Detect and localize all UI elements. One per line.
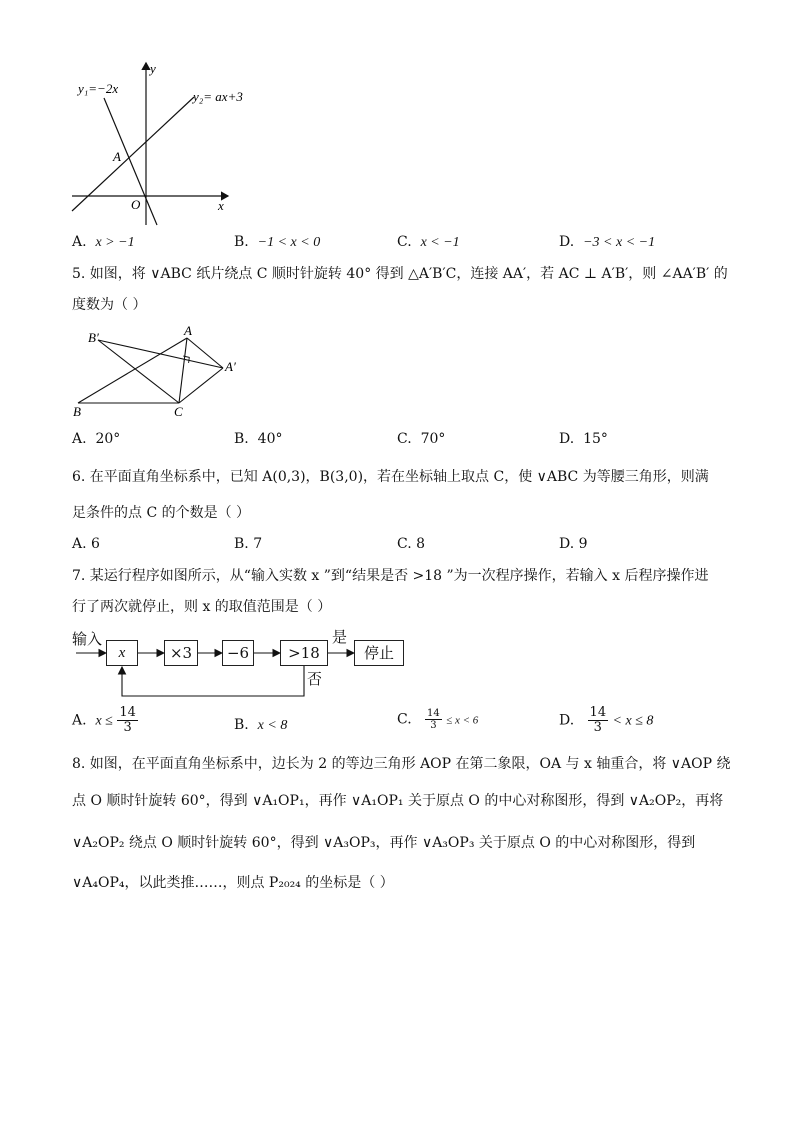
q6-option-d[interactable]: D. 9 xyxy=(559,536,588,552)
q7-option-d[interactable]: D. $\frac{14}{3}$ < x ≤ 8 xyxy=(559,705,654,735)
line-y2 xyxy=(72,97,194,211)
point-a-label: A xyxy=(113,149,121,164)
y1-label: y₁=−2x xyxy=(78,81,119,96)
q5-option-b[interactable]: B. 40° xyxy=(234,431,283,447)
label-a: A xyxy=(184,325,192,338)
q6-option-c[interactable]: C. 8 xyxy=(397,536,426,552)
q5-option-d[interactable]: D. 15° xyxy=(559,431,608,447)
q7-stem-line1: 7. 某运行程序如图所示，从“输入实数 x ”到“结果是否 >18 ”为一次程序操作，若输入 x 后程序操作进 xyxy=(72,568,709,584)
q5-rotation-figure xyxy=(68,325,248,420)
flow-no-label: 否 xyxy=(307,670,323,688)
q5-stem-line1: 5. 如图，将 ∨ABC 纸片绕点 C 顺时针旋转 40° 得到 △A′B′C，连接 AA′，若 AC ⊥ A′B′，则 ∠AA′B′ 的 xyxy=(72,266,728,282)
q8-stem-line3: ∨A₂OP₂ 绕点 O 顺时针旋转 60°，得到 ∨A₃OP₃，再作 ∨A₃OP₃ 关于原点 O 的中心对称图形，得到 xyxy=(72,835,696,851)
flow-input-label: 输入 xyxy=(72,630,103,648)
flow-arrows xyxy=(70,626,420,702)
q6-stem-line1: 6. 在平面直角坐标系中，已知 A(0,3)，B(3,0)，若在坐标轴上取点 C，使 ∨ABC 为等腰三角形，则满 xyxy=(72,469,709,485)
q7-stem-line2: 行了两次就停止，则 x 的取值范围是（ ） xyxy=(72,599,332,615)
q8-stem-line2: 点 O 顺时针旋转 60°，得到 ∨A₁OP₁，再作 ∨A₁OP₁ 关于原点 O 的中心对称图形，得到 ∨A₂OP₂，再将 xyxy=(72,793,724,809)
label-b-prime: B′ xyxy=(88,330,99,345)
q7-flowchart xyxy=(70,626,420,702)
label-b: B xyxy=(73,404,81,419)
q4-option-d[interactable]: D. −3 < x < −1 xyxy=(559,234,656,250)
origin-label: O xyxy=(131,197,141,212)
flow-box-x: x xyxy=(106,640,138,666)
q5-option-c[interactable]: C. 70° xyxy=(397,431,446,447)
q6-option-b[interactable]: B. 7 xyxy=(234,536,263,552)
y2-label: y₂= ax+3 xyxy=(193,89,243,104)
q7-option-b[interactable]: B. x < 8 xyxy=(234,717,288,733)
y-axis-label: y xyxy=(150,61,156,76)
flow-box-stop: 停止 xyxy=(354,640,404,666)
label-c: C xyxy=(174,404,183,419)
q5-stem-line2: 度数为（ ） xyxy=(72,297,147,313)
q6-stem-line2: 足条件的点 C 的个数是（ ） xyxy=(72,505,251,521)
x-axis-label: x xyxy=(218,198,224,213)
q5-option-a[interactable]: A. 20° xyxy=(72,431,121,447)
q4-option-b[interactable]: B. −1 < x < 0 xyxy=(234,234,321,250)
flow-box-compare: >18 xyxy=(280,640,328,666)
label-a-prime: A′ xyxy=(225,359,236,374)
q4-graph-figure xyxy=(60,55,260,235)
q7-option-c[interactable]: C. $\frac{14}{3}$ ≤ x < 6 xyxy=(397,708,479,731)
q4-option-a[interactable]: A. x > −1 xyxy=(72,234,135,250)
flow-box-sub: −6 xyxy=(222,640,254,666)
q8-stem-line1: 8. 如图，在平面直角坐标系中，边长为 2 的等边三角形 AOP 在第二象限，OA 与 x 轴重合，将 ∨AOP 绕 xyxy=(72,756,731,772)
q4-option-c[interactable]: C. x < −1 xyxy=(397,234,460,250)
q7-option-a[interactable]: A. x ≤ $\frac{14}{3}$ xyxy=(72,705,136,735)
q6-option-a[interactable]: A. 6 xyxy=(72,536,100,552)
q8-stem-line4: ∨A₄OP₄，以此类推……，则点 P₂₀₂₄ 的坐标是（ ） xyxy=(72,875,394,891)
flow-box-mul: ×3 xyxy=(164,640,198,666)
flow-yes-label: 是 xyxy=(332,628,348,646)
